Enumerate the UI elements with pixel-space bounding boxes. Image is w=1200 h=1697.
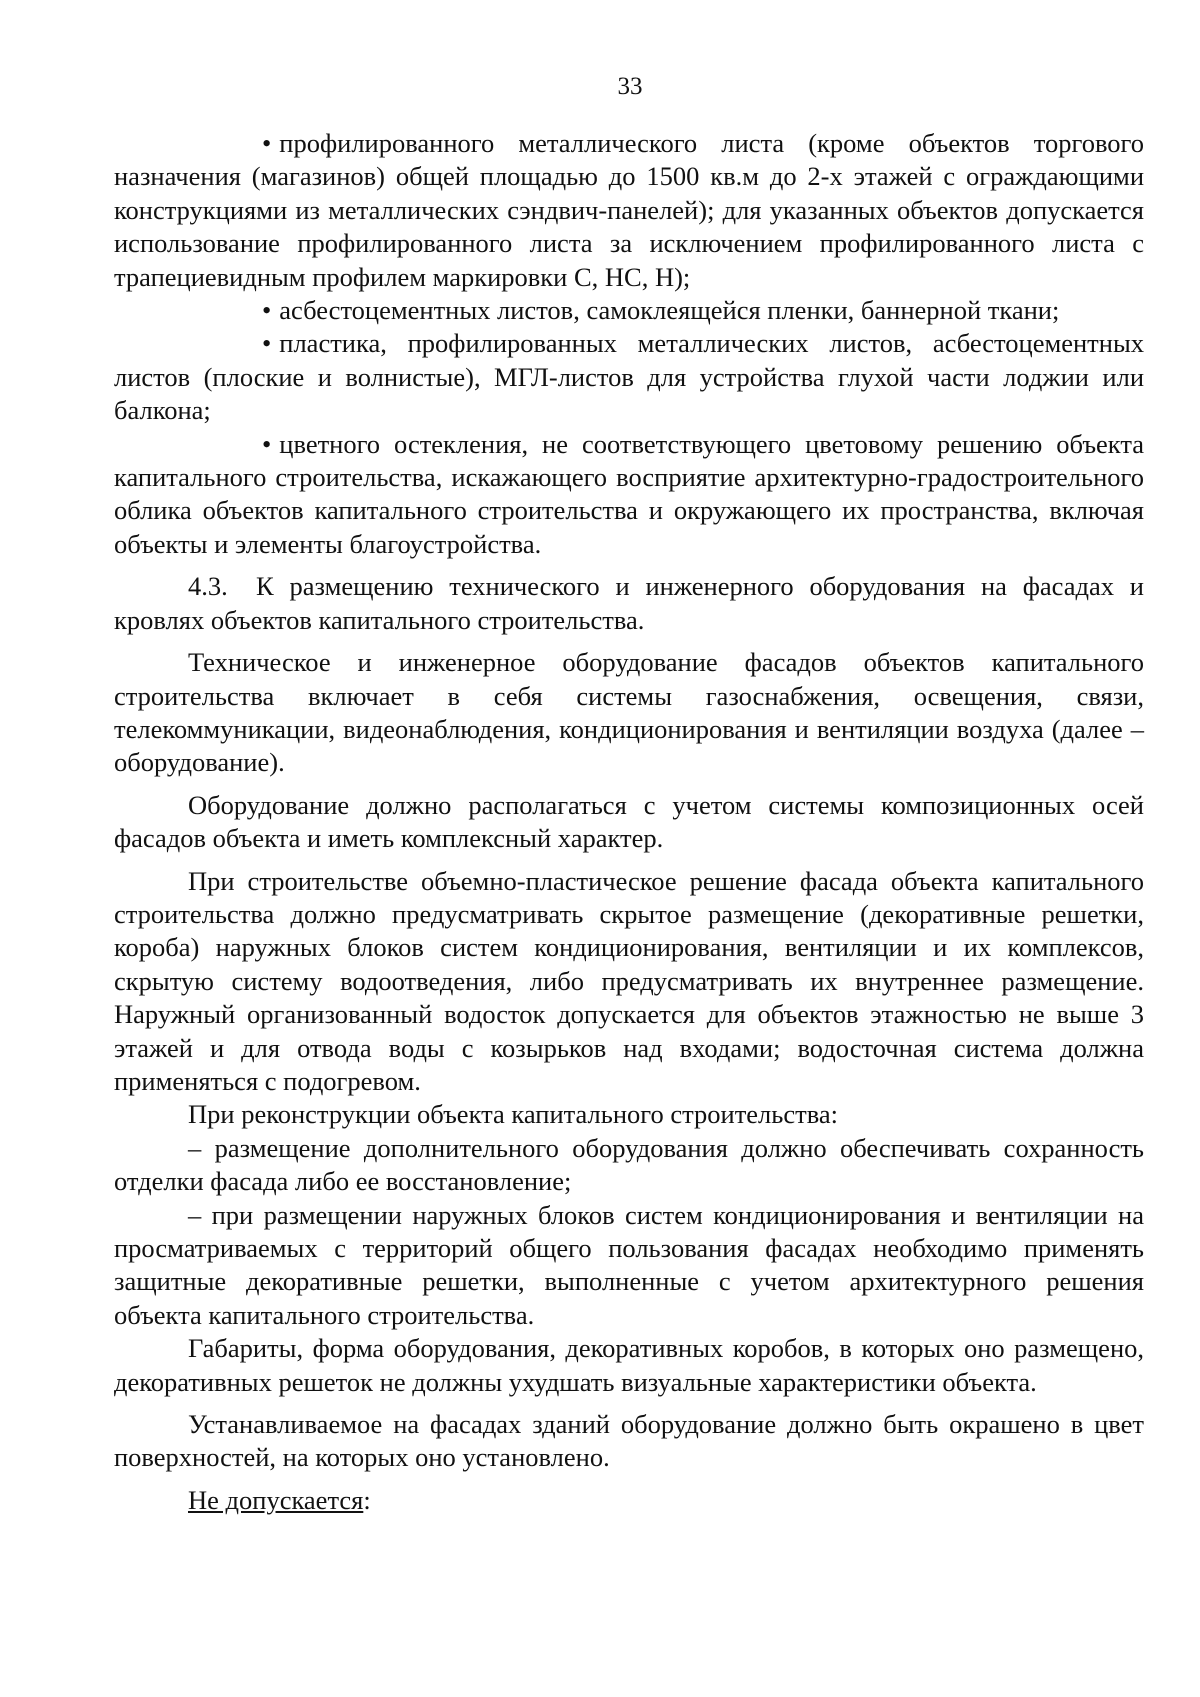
section-number: 4.3. [188,571,228,602]
body-paragraph: Устанавливаемое на фасадах зданий оборудование должно быть окрашено в цвет поверхностей, на которых оно установлено. [114,1409,1144,1473]
bullet-icon: • [262,128,272,158]
bullet-text: асбестоцементных листов, самоклеящейся пленки, баннерной ткани; [279,295,1060,326]
body-paragraph: При строительстве объемно-пластическое решение фасада объекта капитального строительства должно предусматривать скрытое размещение (декоративные решетки, короба) наружных блоков систем кондиционирования, вентиляции и их комплексов, скрытую систему водоотведения, либо предусматривать их внутреннее размещение. Наружный организованный водосток допускается для объектов этажностью не выше 3 этажей и для отвода воды с козырьков над входами; водосточная система должна применяться с подогревом. [114,865,1144,1096]
body-paragraph: Техническое и инженерное оборудование фасадов объектов капитального строительства включает в себя системы газоснабжения, освещения, связи, телекоммуникации, видеонаблюдения, кондиционирования и вентиляции воздуха (далее – оборудование). [114,647,1144,778]
bullet-text: пластика, профилированных металлических листов, асбестоцементных листов (плоские и волнистые), МГЛ-листов для устройства глухой части лоджии или балкона; [114,328,1144,426]
list-dash-item: – при размещении наружных блоков систем кондиционирования и вентиляции на просматриваемых с территорий общего пользования фасадах необходимо применять защитные декоративные решетки, выполненные с учетом архитектурного решения объекта капитального строительства. [114,1199,1144,1330]
not-allowed-heading: Не допускается [188,1484,364,1515]
closing-line [114,1484,1144,1517]
bullet-icon: • [262,295,272,326]
bullet-item [114,327,1144,427]
list-dash-item: – размещение дополнительного оборудования должно обеспечивать сохранность отделки фасада либо ее восстановление; [114,1132,1144,1197]
body-paragraph: При реконструкции объекта капитального строительства: [188,1099,838,1130]
bullet-icon: • [262,328,272,359]
section-title: К размещению технического и инженерного оборудования на фасадах и кровлях объектов капитального строительства. [114,571,1144,635]
bullet-text: цветного остекления, не соответствующего цветовому решению объекта капитального строительства, искажающего восприятие архитектурно-градостроительного облика объектов капитального строительства и окружающего их пространства, включая объекты и элементы благоустройства. [114,428,1144,559]
bullet-text: профилированного металлического листа (кроме объектов торгового назначения (магазинов) общей площадью до 1500 кв.м до 2-х этажей с ограждающими конструкциями из металлических сэндвич-панелей); для указанных объектов допускается использование профилированного листа за исключением профилированного листа с трапециевидным профилем маркировки С, НС, Н); [114,128,1144,292]
bullet-icon: • [262,428,272,459]
page-number: 33 [617,73,643,100]
document-body [114,127,1144,1517]
section-heading [114,570,1144,637]
bullet-item [114,294,1144,327]
bullet-item [114,428,1144,562]
closing-suffix: : [363,1484,371,1515]
body-paragraph: Оборудование должно располагаться с учетом системы композиционных осей фасадов объекта и иметь комплексный характер. [114,789,1144,854]
body-paragraph: Габариты, форма оборудования, декоративных коробов, в которых оно размещено, декоративных решеток не должны ухудшать визуальные характеристики объекта. [114,1333,1144,1397]
bullet-item [114,127,1144,294]
